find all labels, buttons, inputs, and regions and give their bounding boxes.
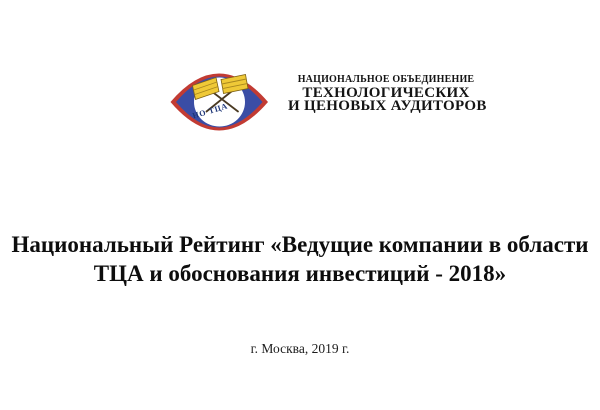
org-name-line-2: ТЕХНОЛОГИЧЕСКИХ <box>302 84 470 101</box>
place-date: г. Москва, 2019 г. <box>250 341 350 356</box>
document-title-line-2: ТЦА и обоснования инвестиций - 2018» <box>93 260 507 286</box>
org-name <box>288 74 487 114</box>
emblem-monogram: НО ТЦА <box>191 101 230 121</box>
org-name-line-3: И ЦЕНОВЫХ АУДИТОРОВ <box>288 98 487 114</box>
document-title <box>0 231 600 288</box>
no-tca-emblem-icon <box>168 68 270 134</box>
document-title-line-1: Национальный Рейтинг «Ведущие компании в области <box>11 232 589 257</box>
org-name-line-1: НАЦИОНАЛЬНОЕ ОБЪЕДИНЕНИЕ <box>297 74 475 85</box>
